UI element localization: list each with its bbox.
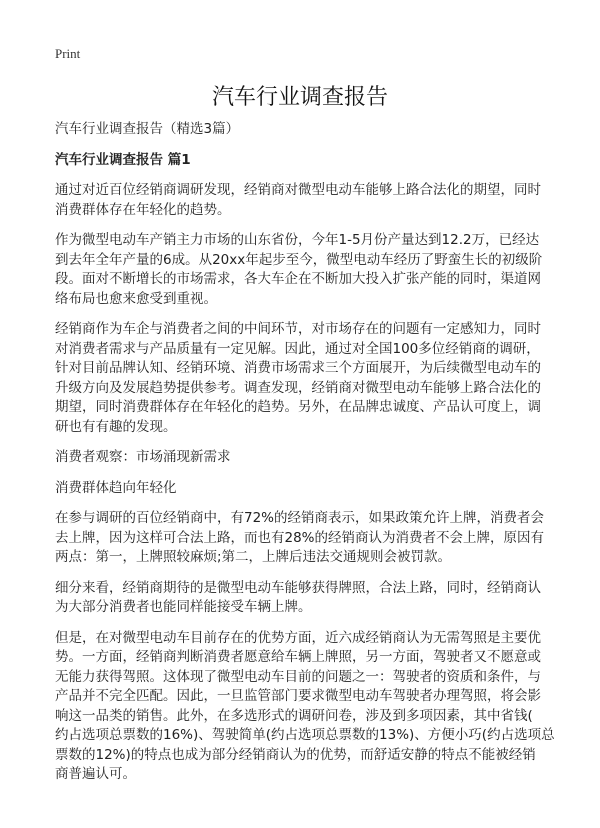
paragraph [55,509,555,568]
paragraph-line: 票数的12%)的特点也成为部分经销商认为的优势，而舒适安静的特点不能被经销 [55,746,536,763]
paragraph-line: 作为微型电动车产销主力市场的山东省份，今年1-5月份产量达到12.2万，已经达 [55,232,540,248]
paragraph-line: 消费者观察：市场涌现新需求 [55,449,231,465]
paragraph [55,629,555,785]
paragraph-line: 两点：第一，上牌照较麻烦;第二，上牌后违法交通规则会被罚款。 [55,549,452,565]
paragraph-line: 响这一品类的销售。此外，在多选形式的调研问卷，涉及到多项因素，其中省钱( [55,707,533,724]
paragraph-line: 无能力获得驾照。这体现了微型电动车目前的问题之一：驾驶者的资质和条件，与 [55,668,541,685]
document-body [55,120,555,796]
paragraph-line: 段。面对不断增长的市场需求，各大车企在不断加大投入扩张产能的同时，渠道网 [55,271,541,287]
paragraph [55,448,555,468]
paragraph [55,320,555,437]
paragraph-line: 对消费者需求与产品质量有一定见解。因此，通过对全国100多位经销商的调研， [55,340,540,357]
paragraph-line: 通过对近百位经销商调研发现，经销商对微型电动车能够上路合法化的期望，同时 [55,182,541,198]
paragraph-line: 去上牌，因为这样可合法上路，而也有28%的经销商认为消费者不会上牌，原因有 [55,529,545,546]
paragraph-line: 针对目前品牌认知、经销环境、消费市场需求三个方面展开，为后续微型电动车的 [55,360,541,376]
paragraph-line: 升级方向及发展趋势提供参考。调查发现，经销商对微型电动车能够上路合法化的 [55,379,541,396]
paragraphs [55,181,555,785]
paragraph-line: 研也有有趣的发现。 [55,418,177,435]
print-link[interactable]: Print [55,46,81,61]
paragraph-line: 经销商作为车企与消费者之间的中间环节，对市场存在的问题有一定感知力，同时 [55,321,541,337]
paragraph-line: 在参与调研的百位经销商中，有72%的经销商表示，如果政策允许上牌，消费者会 [55,510,545,526]
paragraph-line: 势。一方面，经销商判断消费者愿意给车辆上牌照，另一方面，驾驶者又不愿意或 [55,649,541,665]
paragraph-line: 消费群体趋向年轻化 [55,479,177,496]
page-title: 汽车行业调查报告 [211,85,388,110]
paragraph [55,231,555,309]
subtitle: 汽车行业调查报告（精选3篇） [55,121,240,137]
section-heading: 汽车行业调查报告 篇1 [55,151,191,168]
paragraph-line: 络布局也愈来愈受到重视。 [55,290,217,307]
paragraph-line: 商普遍认可。 [55,766,136,782]
paragraph-line: 到去年全年产量的6成。从20xx年起步至今，微型电动车经历了野蛮生长的初级阶 [55,251,543,268]
paragraph-line: 为大部分消费者也能同样能接受车辆上牌。 [55,599,312,615]
paragraph-line: 但是，在对微型电动车目前存在的优势方面，近六成经销商认为无需驾照是主要优 [55,629,541,646]
paragraph [55,479,555,499]
paragraph [55,181,555,220]
paragraph-line: 消费群体存在年轻化的趋势。 [55,201,231,218]
paragraph-line: 产品并不完全匹配。因此，一旦监管部门要求微型电动车驾驶者办理驾照，将会影 [55,688,541,704]
paragraph-line: 期望，同时消费群体存在年轻化的趋势。另外，在品牌忠诚度、产品认可度上，调 [55,399,541,415]
paragraph-line: 约占选项总票数的16%)、驾驶简单(约占选项总票数的13%)、方便小巧(约占选项总 [55,727,555,743]
paragraph [55,579,555,618]
paragraph-line: 细分来看，经销商期待的是微型电动车能够获得牌照，合法上路，同时，经销商认 [55,579,541,596]
